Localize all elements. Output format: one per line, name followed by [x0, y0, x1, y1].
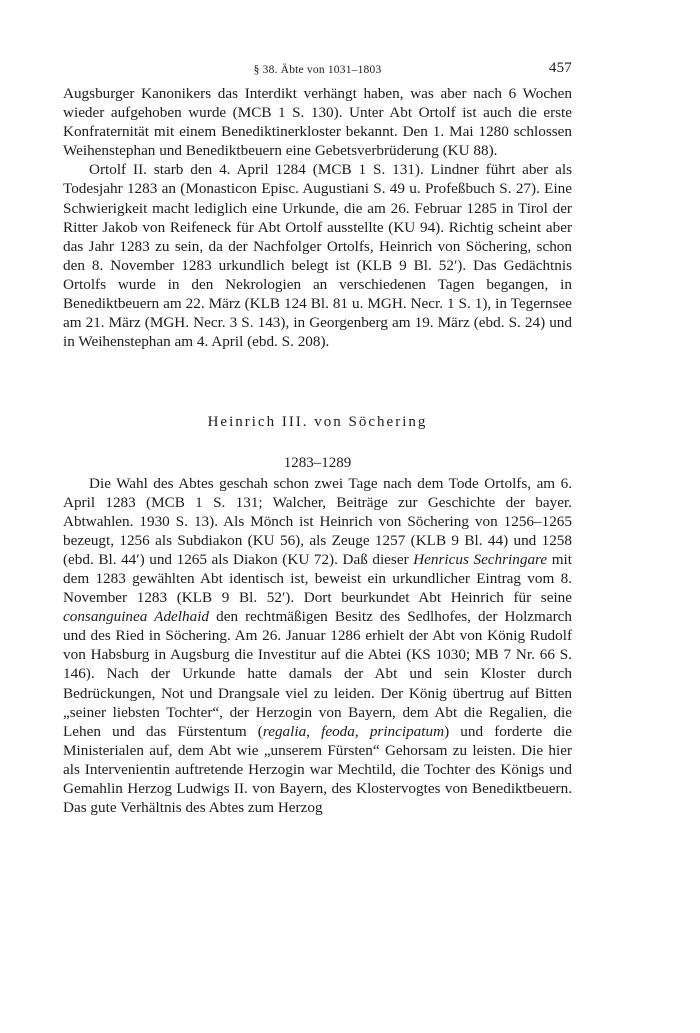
text-run: ) und forderte die Ministerialen auf, dem Abt wie „unserem Fürsten“ Gehorsam zu leisten. Die hier als Intervenientin auftretende Herzogin war Mechtild, die Tochter des Königs und Gemahlin Herzog Ludwigs II. von Bayern, des Klostervogtes von Benediktbeuern. Das gute Verhältnis des Abtes zum Herzog — [63, 722, 572, 817]
paragraph-continuation: Augsburger Kanonikers das Interdikt verhängt haben, was aber nach 6 Wochen wieder aufgehoben wurde (MCB 1 S. 130). Unter Abt Ortolf ist auch die erste Konfraternität mit einem Benediktinerkloster bekannt. Den 1. Mai 1280 schlossen Weihenstephan und Benediktbeuern eine Gebetsverbrüderung (KU 88). — [63, 85, 572, 160]
paragraph-ortolf-death: Ortolf II. starb den 4. April 1284 (MCB 1 S. 131). Lindner führt aber als Todesjahr 1283 an (Monasticon Episc. Augustiani S. 49 u. Profeßbuch S. 27). Eine Schwierigkeit macht lediglich eine Urkunde, die am 26. Februar 1285 in Tirol der Ritter Jakob von Reifeneck für Abt Ortolf ausstellte (KU 94). Richtig scheint aber das Jahr 1283 zu sein, da der Nachfolger Ortolfs, Heinrich von Söchering, schon den 8. November 1283 urkundlich belegt ist (KLB 9 Bl. 52′). Das Gedächtnis Ortolfs wurde in den Nekrologien an verschiedenen Tagen begangen, in Benediktbeuern am 22. März (KLB 124 Bl. 81 u. MGH. Necr. 1 S. 1), in Tegernsee am 21. März (MGH. Necr. 3 S. 143), in Georgenberg am 19. März (ebd. S. 24) und in Weihenstephan am 4. April (ebd. S. 208). — [63, 161, 572, 351]
section-dates: 1283–1289 — [283, 455, 352, 472]
text-run: Die Wahl des Abtes geschah schon zwei Tage nach dem Tode Ortolfs, am 6. April 1283 (MCB 1 S. 131; Walcher, Beiträge zur Geschichte der bayer. Abtwahlen. 1930 S. 13). Als Mönch ist Heinrich von Söchering von 1256–1265 bezeugt, 1256 als Subdiakon (KU 56), als Zeuge 1257 (KLB 9 Bl. 44) und 1258 (ebd. Bl. 44′) und 1265 als Diakon (KU 72). Daß dieser — [63, 474, 572, 568]
page-number: 457 — [548, 60, 572, 76]
body-text — [63, 84, 572, 817]
running-head — [63, 58, 572, 84]
italic-phrase: consanguinea Adelhaid — [63, 608, 210, 626]
book-page — [63, 58, 572, 817]
text-run: mit dem 1283 gewählten Abt identisch ist, beweist ein urkundlicher Eintrag vom 8. November 1283 (KLB 9 Bl. 52′). Dort beurkundet Abt Heinrich für seine — [63, 550, 572, 607]
section-heading: Heinrich III. von Söchering — [207, 414, 428, 431]
italic-phrase: regalia, feoda, principatum — [262, 722, 445, 740]
running-head-title: § 38. Äbte von 1031–1803 — [253, 64, 382, 76]
italic-name: Henricus Sechringare — [413, 550, 548, 568]
text-run: den rechtmäßigen Besitz des Sedlhofes, der Holzmarch und des Ried in Söchering. Am 26. Januar 1286 erhielt der Abt von König Rudolf von Habsburg in Augsburg die Investitur auf die Abtei (KS 1030; MB 7 Nr. 66 S. 146). Nach der Urkunde hatte damals der Abt und sein Kloster durch Bedrückungen, Not und Drangsale viel zu leiden. Der König übertrug auf Bitten „seiner liebsten Tochter“, der Herzogin von Bayern, dem Abt die Regalien, die Lehen und das Fürstentum ( — [63, 608, 572, 740]
paragraph-heinrich — [63, 474, 572, 818]
